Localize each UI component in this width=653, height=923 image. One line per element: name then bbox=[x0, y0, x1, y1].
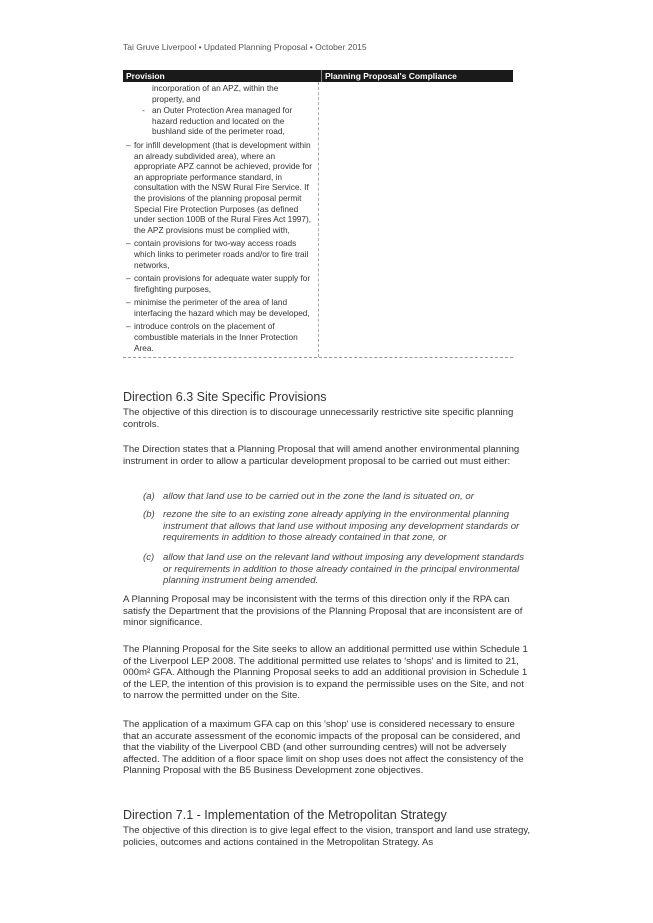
list-item bbox=[123, 297, 318, 318]
compliance-cell bbox=[319, 82, 513, 357]
clause-label: (b) bbox=[143, 509, 155, 520]
clause-c bbox=[143, 552, 535, 587]
list-item-text: minimise the perimeter of the area of land interfacing the hazard which may be developed, bbox=[134, 297, 310, 318]
table-header bbox=[123, 70, 513, 82]
list-item bbox=[123, 238, 318, 270]
clause-text: rezone the site to an existing zone already applying in the environmental planning instrument that allows that land use without imposing any development standards or requirements in addition to those already contained in that zone, or bbox=[163, 509, 520, 543]
dash-marker: – bbox=[126, 238, 131, 249]
dash-marker: – bbox=[126, 321, 131, 332]
paragraph: The application of a maximum GFA cap on this 'shop' use is considered necessary to ensure that an accurate assessment of the economic impacts of the proposal can be considered, and that the viability of the Liverpool CBD (and other surrounding centres) will not be adversely affected. The addition of a floor space limit on shop uses does not affect the consistency of the Planning Proposal with the B5 Business Development zone objectives. bbox=[123, 719, 524, 776]
list-item bbox=[123, 321, 318, 353]
clause-text: allow that land use on the relevant land without imposing any development standards or requirements in addition to those already contained in the principal environmental planning instrument being amended. bbox=[163, 552, 525, 586]
paragraph: The objective of this direction is to discourage unnecessarily restrictive site specific planning controls. bbox=[123, 407, 514, 430]
paragraph: The Planning Proposal for the Site seeks to allow an additional permitted use within Schedule 1 of the Liverpool LEP 2008. The additional permitted use relates to 'shops' and is limited to 21, 000m² GFA. Although the Planning Proposal seeks to add an additional provision in Schedule 1 of the LEP, the intention of this provision is to expand the permissible uses on the Site, and not to narrow the permitted under on the Site. bbox=[123, 644, 528, 701]
list-item bbox=[123, 140, 318, 235]
list-item-text: contain provisions for adequate water supply for firefighting purposes, bbox=[134, 273, 311, 294]
dash-marker: – bbox=[126, 273, 131, 284]
header-compliance: Planning Proposal's Compliance bbox=[325, 71, 457, 81]
continuation-line bbox=[123, 83, 318, 104]
header-provision: Provision bbox=[123, 70, 322, 82]
sub-bullet-marker: - bbox=[142, 105, 145, 116]
table-row bbox=[123, 82, 513, 358]
sub-bullet-text: an Outer Protection Area managed for hazard reduction and located on the bushland side of the perimeter road, bbox=[152, 105, 293, 137]
provisions-table bbox=[123, 70, 513, 358]
paragraph: The objective of this direction is to give legal effect to the vision, transport and land use strategy, policies, outcomes and actions contained in the Metropolitan Strategy. As bbox=[123, 825, 531, 848]
section-heading-7-1: Direction 7.1 - Implementation of the Metropolitan Strategy bbox=[123, 808, 447, 822]
provision-cell bbox=[123, 82, 319, 357]
list-item-text: for infill development (that is development within an already subdivided area), where an appropriate APZ cannot be achieved, provide for an appropriate performance standard, in consultation with the NSW Rural Fire Service. If the provisions of the planning proposal permit Special Fire Protection Purposes (as defined under section 100B of the Rural Fires Act 1997), the APZ provisions must be complied with, bbox=[134, 139, 313, 235]
dash-marker: – bbox=[126, 297, 131, 308]
list-item bbox=[123, 273, 318, 294]
paragraph: The Direction states that a Planning Proposal that will amend another environmental planning instrument in order to allow a particular development proposal to be carried out must either: bbox=[123, 444, 520, 467]
running-header: Tai Gruve Liverpool • Updated Planning Proposal • October 2015 bbox=[123, 42, 367, 52]
dash-marker: – bbox=[126, 139, 131, 150]
section-heading-6-3: Direction 6.3 Site Specific Provisions bbox=[123, 390, 327, 404]
paragraph: A Planning Proposal may be inconsistent with the terms of this direction only if the RPA can satisfy the Department that the provisions of the Planning Proposal that are inconsistent are of minor significance. bbox=[123, 594, 523, 628]
clause-label: (c) bbox=[143, 552, 155, 563]
list-item-text: introduce controls on the placement of combustible materials in the Inner Protection Area. bbox=[134, 321, 298, 353]
clause-b bbox=[143, 509, 535, 544]
clause-text: allow that land use to be carried out in the zone the land is situated on, or bbox=[163, 491, 474, 502]
clause-a bbox=[143, 491, 535, 503]
list-item-text: contain provisions for two-way access roads which links to perimeter roads and/or to fire trail networks, bbox=[134, 238, 309, 270]
sub-bullet bbox=[123, 105, 318, 137]
clause-label: (a) bbox=[143, 491, 155, 502]
continuation-text: incorporation of an APZ, within the property, and bbox=[152, 83, 279, 104]
